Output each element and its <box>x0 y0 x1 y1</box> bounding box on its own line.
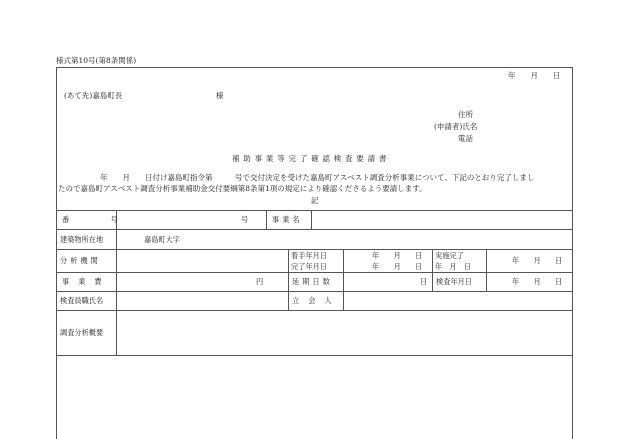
col-divider <box>311 210 312 229</box>
row-divider <box>56 249 573 250</box>
impl-completion-ymd-label: 年 月 日 <box>435 262 471 271</box>
col-divider <box>288 249 289 310</box>
summary-value[interactable] <box>122 314 562 350</box>
inspection-date-label: 検査年月日 <box>436 277 472 286</box>
number-suffix: 号 <box>241 215 249 224</box>
number-value[interactable] <box>122 213 232 227</box>
addressee: (あて先)嘉島町長 <box>64 91 123 100</box>
agency-value[interactable] <box>122 252 282 268</box>
table-top-border <box>56 210 573 211</box>
ki-label: 記 <box>311 196 319 205</box>
document-title: 補助事業等完了確認検査要請書 <box>232 154 391 163</box>
applicant-address-label: 住所 <box>458 110 473 119</box>
end-date-label: 完了年月日 <box>291 262 327 271</box>
witness-label: 立会人 <box>292 296 341 305</box>
impl-completion-label: 実施完了 <box>435 251 464 260</box>
row-divider <box>56 229 573 230</box>
row-divider <box>56 272 573 273</box>
col-divider <box>432 249 433 291</box>
days-unit: 日 <box>420 277 428 286</box>
end-date-value[interactable]: 年 月 日 <box>372 262 423 271</box>
date-line: 年 月 日 <box>508 71 561 80</box>
col-divider <box>343 249 344 310</box>
col-divider <box>116 210 117 355</box>
body-line-2: たので嘉島町アスベスト調査分析事業補助金交付要綱第8条第1項の規定により確認くださるよう要請します。 <box>58 184 427 193</box>
project-name-value[interactable] <box>318 213 568 227</box>
start-date-value[interactable]: 年 月 日 <box>372 251 423 260</box>
col-divider <box>266 210 267 229</box>
applicant-phone-label: 電話 <box>458 134 473 143</box>
impl-completion-value[interactable]: 年 月 日 <box>512 256 563 265</box>
number-label: 番 号 <box>62 215 127 224</box>
applicant-name-label: (申請者)氏名 <box>434 122 478 131</box>
summary-label: 調査分析概要 <box>60 328 104 337</box>
project-name-label: 事業名 <box>272 215 303 224</box>
form-label: 様式第10号(第8条関係) <box>56 56 137 65</box>
inspector-label: 検査員職氏名 <box>60 296 104 305</box>
inspection-date-value[interactable]: 年 月 日 <box>512 277 563 286</box>
row-divider <box>56 291 573 292</box>
extension-days-label: 延期日数 <box>292 277 333 286</box>
col-divider <box>486 249 487 291</box>
start-date-label: 着手年月日 <box>291 251 327 260</box>
body-line-1: 年 月 日付け嘉島町指令第 号で交付決定を受けた嘉島町アスベスト調査分析事業について、下記のとおり完了しまし <box>100 173 535 182</box>
building-location-label: 建築物所在地 <box>60 235 104 244</box>
table-bottom-border <box>56 355 573 356</box>
cost-label: 事業費 <box>62 277 111 286</box>
inspector-value[interactable] <box>122 294 282 307</box>
cost-unit: 円 <box>256 277 264 286</box>
honorific: 様 <box>216 91 224 100</box>
building-location-value[interactable]: 嘉島町大字 <box>144 235 180 244</box>
witness-value[interactable] <box>348 294 563 307</box>
agency-label: 分析機関 <box>60 256 101 265</box>
row-divider <box>56 310 573 311</box>
